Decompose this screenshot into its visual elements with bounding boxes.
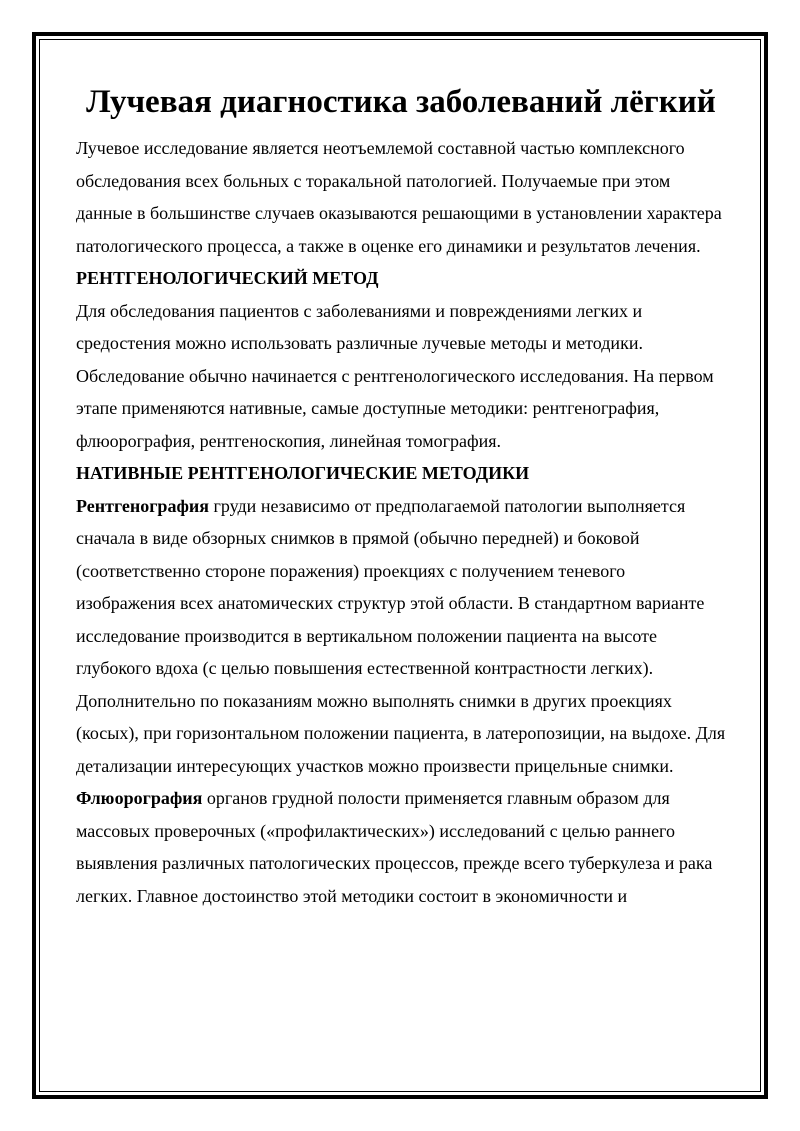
document-title: Лучевая диагностика заболеваний лёгкий [86,84,716,120]
radiography-term: Рентгенография [76,495,210,516]
section-heading-xray-method: РЕНТГЕНОЛОГИЧЕСКИЙ МЕТОД [76,268,379,288]
fluorography-paragraph [76,782,726,912]
fluorography-text: органов грудной полости применяется главным образом для массовых проверочных («профилактических») исследований с целью раннего выявления различных патологических процессов, прежде всего туберкулеза и рака легких. Главное достоинство этой методики состоит в экономичности и [76,788,713,906]
fluorography-term: Флюорография [76,788,203,808]
xray-method-paragraph: Для обследования пациентов с заболеваниями и повреждениями легких и средостения можно использовать различные лучевые методы и методики. Обследование обычно начинается с рентгенологического исследования. На первом этапе применяются нативные, самые доступные методики: рентгенография, флюорография, рентгеноскопия, линейная томография. [76,300,714,451]
intro-paragraph: Лучевое исследование является неотъемлемой составной частью комплексного обследования всех больных с торакальной патологией. Получаемые при этом данные в большинстве случаев оказываются решающими в установлении характера патологического процесса, а также в оценке его динамики и результатов лечения. [76,138,722,256]
radiography-paragraph [76,490,726,783]
section-heading-native-methods: НАТИВНЫЕ РЕНТГЕНОЛОГИЧЕСКИЕ МЕТОДИКИ [76,463,530,483]
radiography-text: груди независимо от предполагаемой патологии выполняется сначала в виде обзорных снимков в прямой (обычно передней) и боковой (соответственно стороне поражения) проекциях с получением теневого изображения всех анатомических структур этой области. В стандартном варианте исследование производится в вертикальном положении пациента на высоте глубокого вдоха (с целью повышения естественной контрастности легких). Дополнительно по показаниям можно выполнять снимки в других проекциях (косых), при горизонтальном положении пациента, в латеропозиции, на выдохе. Для детализации интересующих участков можно произвести прицельные снимки. [76,495,726,776]
document-body [76,72,726,912]
